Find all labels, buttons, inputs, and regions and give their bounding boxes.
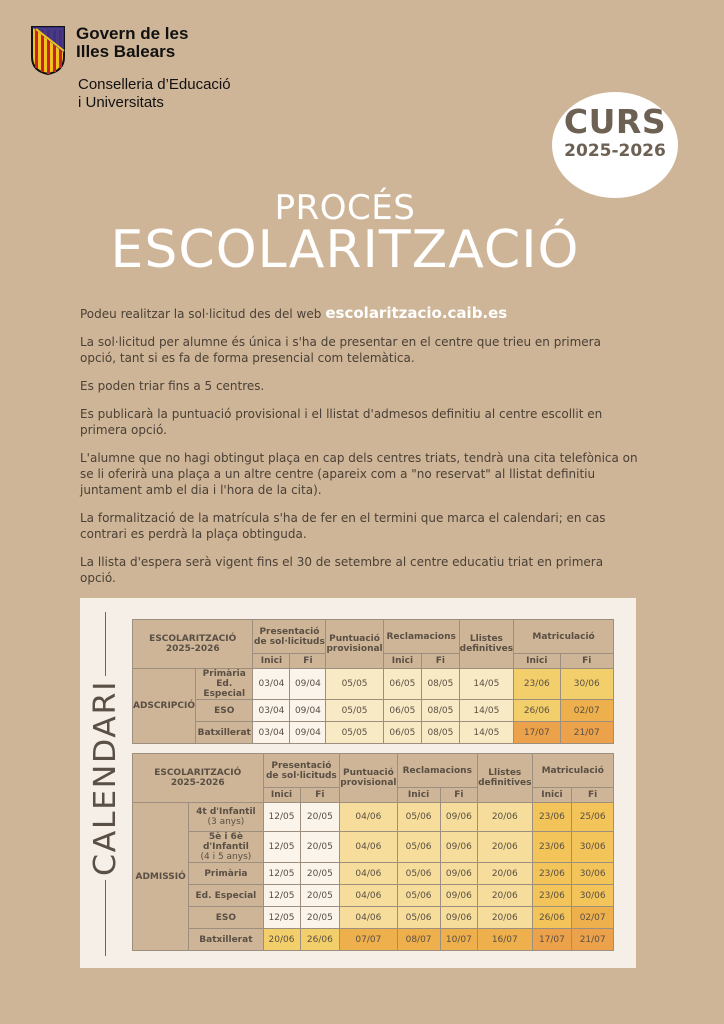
department-name bbox=[78, 76, 231, 112]
cell-mat-fi: 02/07 bbox=[572, 907, 614, 929]
department-line2: i Universitats bbox=[78, 94, 164, 111]
cell-mat-inici: 26/06 bbox=[532, 907, 572, 929]
calendar-label-text: CALENDARI bbox=[88, 690, 123, 876]
puntuacio-header-line2: provisional bbox=[326, 644, 383, 654]
cell-llistes: 20/06 bbox=[478, 863, 532, 885]
llistes-header-line2: definitives bbox=[478, 778, 532, 788]
table-row bbox=[133, 885, 614, 907]
cell-rec-fi: 09/06 bbox=[440, 863, 477, 885]
cell-mat-inici: 23/06 bbox=[532, 832, 572, 863]
row-level-line2: (4 i 5 anys) bbox=[200, 852, 252, 862]
esc-header bbox=[133, 754, 264, 803]
cell-llistes: 16/07 bbox=[478, 929, 532, 951]
header-row bbox=[133, 620, 614, 654]
esc-header-line2: 2025-2026 bbox=[170, 778, 225, 788]
row-level bbox=[196, 669, 253, 700]
cell-pres-fi: 20/05 bbox=[300, 907, 340, 929]
intro-text bbox=[80, 305, 640, 598]
course-badge bbox=[552, 92, 678, 198]
intro-paragraph-web bbox=[80, 305, 640, 322]
cell-mat-inici: 23/06 bbox=[514, 669, 560, 700]
cell-mat-inici: 23/06 bbox=[532, 863, 572, 885]
matriculacio-header: Matriculació bbox=[514, 620, 614, 654]
cell-rec-fi: 10/07 bbox=[440, 929, 477, 951]
course-badge-year: 2025-2026 bbox=[564, 141, 666, 161]
presentacio-header bbox=[263, 754, 340, 788]
cell-puntuacio: 07/07 bbox=[340, 929, 397, 951]
cell-pres-inici: 12/05 bbox=[263, 803, 300, 832]
cell-pres-inici: 20/06 bbox=[263, 929, 300, 951]
adscripcio-table bbox=[132, 619, 614, 744]
presentacio-header-line1: Presentació bbox=[271, 760, 332, 771]
cell-rec-inici: 06/05 bbox=[383, 700, 421, 722]
puntuacio-header-line1: Puntuació bbox=[329, 634, 380, 644]
inici-header: Inici bbox=[532, 788, 572, 803]
cell-rec-inici: 06/05 bbox=[383, 722, 421, 744]
title-line1: PROCÉS bbox=[274, 188, 416, 228]
intro-paragraph: Es poden triar fins a 5 centres. bbox=[80, 379, 265, 393]
department-line1: Conselleria d’Educació bbox=[78, 76, 231, 93]
org-name-line1: Govern de les bbox=[76, 24, 189, 43]
cell-mat-fi: 30/06 bbox=[572, 885, 614, 907]
cell-pres-fi: 20/05 bbox=[300, 832, 340, 863]
fi-header: Fi bbox=[300, 788, 340, 803]
inici-header: Inici bbox=[253, 654, 290, 669]
cell-mat-fi: 02/07 bbox=[560, 700, 614, 722]
cell-rec-fi: 09/06 bbox=[440, 832, 477, 863]
esc-header-line2: 2025-2026 bbox=[165, 644, 220, 654]
table-row bbox=[133, 863, 614, 885]
cell-pres-fi: 09/04 bbox=[290, 700, 326, 722]
cell-llistes: 20/06 bbox=[478, 803, 532, 832]
puntuacio-header bbox=[326, 620, 383, 669]
cell-mat-fi: 21/07 bbox=[572, 929, 614, 951]
cell-pres-inici: 12/05 bbox=[263, 885, 300, 907]
llistes-header-line1: Llistes bbox=[488, 768, 522, 778]
llistes-header-line2: definitives bbox=[459, 644, 514, 654]
cell-pres-fi: 26/06 bbox=[300, 929, 340, 951]
cell-pres-fi: 20/05 bbox=[300, 885, 340, 907]
website-link[interactable]: escolaritzacio.caib.es bbox=[325, 304, 508, 322]
calendar-label bbox=[88, 680, 124, 876]
cell-pres-inici: 12/05 bbox=[263, 832, 300, 863]
cell-pres-inici: 03/04 bbox=[253, 700, 290, 722]
cell-rec-fi: 09/06 bbox=[440, 885, 477, 907]
reclamacions-header: Reclamacions bbox=[397, 754, 478, 788]
cell-rec-fi: 08/05 bbox=[422, 700, 460, 722]
llistes-header bbox=[459, 620, 513, 669]
esc-header bbox=[133, 620, 253, 669]
cell-puntuacio: 05/05 bbox=[326, 700, 383, 722]
row-level-line2: (3 anys) bbox=[207, 817, 245, 827]
inici-header: Inici bbox=[514, 654, 560, 669]
presentacio-header-line2: de sol·licituds bbox=[254, 636, 325, 647]
row-level: Batxillerat bbox=[189, 929, 263, 951]
table-row bbox=[133, 803, 614, 832]
matriculacio-header: Matriculació bbox=[532, 754, 614, 788]
puntuacio-header-line2: provisional bbox=[340, 778, 397, 788]
cell-rec-fi: 08/05 bbox=[422, 669, 460, 700]
calendar-divider-top bbox=[105, 612, 106, 676]
inici-header: Inici bbox=[263, 788, 300, 803]
adscripcio-category: ADSCRIPCIÓ bbox=[133, 669, 196, 744]
title-line2: ESCOLARITZACIÓ bbox=[110, 220, 580, 280]
cell-llistes: 14/05 bbox=[459, 722, 513, 744]
llistes-header-line1: Llistes bbox=[469, 634, 503, 644]
cell-pres-fi: 09/04 bbox=[290, 722, 326, 744]
fi-header: Fi bbox=[290, 654, 326, 669]
cell-rec-fi: 09/06 bbox=[440, 907, 477, 929]
table-row bbox=[133, 929, 614, 951]
cell-llistes: 14/05 bbox=[459, 700, 513, 722]
intro-web-text: Podeu realitzar la sol·licitud des del web bbox=[80, 307, 322, 321]
balearic-coat-of-arms-icon bbox=[30, 25, 66, 75]
cell-rec-inici: 08/07 bbox=[397, 929, 440, 951]
cell-llistes: 20/06 bbox=[478, 885, 532, 907]
row-level: Ed. Especial bbox=[189, 885, 263, 907]
table-row bbox=[133, 832, 614, 863]
llistes-header bbox=[478, 754, 532, 803]
cell-rec-inici: 05/06 bbox=[397, 863, 440, 885]
intro-paragraph: Es publicarà la puntuació provisional i el llistat d'admesos definitiu al centre escollit en primera opció. bbox=[80, 407, 603, 437]
cell-llistes: 14/05 bbox=[459, 669, 513, 700]
cell-llistes: 20/06 bbox=[478, 907, 532, 929]
intro-paragraph: L'alumne que no hagi obtingut plaça en cap dels centres triats, tendrà una cita telefònica on se li oferirà una plaça a un altre centre (apareix com a "no reservat" al llistat definitiu juntament amb el dia i l'hora de la cita). bbox=[80, 451, 638, 497]
cell-rec-inici: 05/06 bbox=[397, 832, 440, 863]
table-row bbox=[133, 907, 614, 929]
puntuacio-header bbox=[340, 754, 397, 803]
cell-puntuacio: 05/05 bbox=[326, 722, 383, 744]
fi-header: Fi bbox=[422, 654, 460, 669]
admissio-category: ADMISSIÓ bbox=[133, 803, 189, 951]
cell-pres-fi: 09/04 bbox=[290, 669, 326, 700]
intro-paragraph: La sol·licitud per alumne és única i s'ha de presentar en el centre que trieu en primera opció, tant si es fa de forma presencial com telemàtica. bbox=[80, 335, 601, 365]
presentacio-header bbox=[253, 620, 326, 654]
table-row bbox=[133, 722, 614, 744]
cell-mat-inici: 17/07 bbox=[532, 929, 572, 951]
fi-header: Fi bbox=[572, 788, 614, 803]
cell-mat-fi: 30/06 bbox=[572, 832, 614, 863]
table-row bbox=[133, 669, 614, 700]
presentacio-header-line2: de sol·licituds bbox=[265, 770, 337, 781]
cell-puntuacio: 04/06 bbox=[340, 907, 397, 929]
row-level: Batxillerat bbox=[196, 722, 253, 744]
government-logo bbox=[30, 25, 188, 75]
cell-mat-inici: 26/06 bbox=[514, 700, 560, 722]
cell-rec-inici: 06/05 bbox=[383, 669, 421, 700]
cell-mat-fi: 30/06 bbox=[572, 863, 614, 885]
header-row bbox=[133, 754, 614, 788]
cell-rec-inici: 05/06 bbox=[397, 907, 440, 929]
cell-mat-inici: 17/07 bbox=[514, 722, 560, 744]
cell-llistes: 20/06 bbox=[478, 832, 532, 863]
row-level bbox=[189, 803, 263, 832]
fi-header: Fi bbox=[440, 788, 477, 803]
admissio-table bbox=[132, 753, 614, 951]
cell-pres-fi: 20/05 bbox=[300, 803, 340, 832]
cell-rec-inici: 05/06 bbox=[397, 803, 440, 832]
intro-paragraph: La llista d'espera serà vigent fins el 30 de setembre al centre educatiu triat en primera opció. bbox=[80, 555, 604, 585]
cell-puntuacio: 04/06 bbox=[340, 885, 397, 907]
course-badge-word: CURS bbox=[563, 102, 667, 141]
inici-header: Inici bbox=[397, 788, 440, 803]
esc-header-line1: ESCOLARITZACIÓ bbox=[149, 634, 237, 644]
row-level: ESO bbox=[189, 907, 263, 929]
cell-pres-fi: 20/05 bbox=[300, 863, 340, 885]
cell-rec-fi: 09/06 bbox=[440, 803, 477, 832]
row-level-line1: 4t d'Infantil bbox=[196, 807, 256, 817]
org-name-line2: Illes Balears bbox=[76, 42, 176, 62]
reclamacions-header: Reclamacions bbox=[383, 620, 459, 654]
cell-rec-fi: 08/05 bbox=[422, 722, 460, 744]
cell-mat-fi: 25/06 bbox=[572, 803, 614, 832]
cell-puntuacio: 04/06 bbox=[340, 832, 397, 863]
cell-puntuacio: 04/06 bbox=[340, 803, 397, 832]
cell-mat-inici: 23/06 bbox=[532, 885, 572, 907]
cell-pres-inici: 03/04 bbox=[253, 722, 290, 744]
cell-pres-inici: 12/05 bbox=[263, 907, 300, 929]
cell-pres-inici: 03/04 bbox=[253, 669, 290, 700]
cell-mat-fi: 21/07 bbox=[560, 722, 614, 744]
calendar-divider-bottom bbox=[105, 880, 106, 956]
row-level: ESO bbox=[196, 700, 253, 722]
esc-header-line1: ESCOLARITZACIÓ bbox=[154, 768, 242, 778]
cell-mat-inici: 23/06 bbox=[532, 803, 572, 832]
cell-puntuacio: 05/05 bbox=[326, 669, 383, 700]
table-row bbox=[133, 700, 614, 722]
row-level bbox=[189, 832, 263, 863]
inici-header: Inici bbox=[383, 654, 421, 669]
fi-header: Fi bbox=[560, 654, 614, 669]
row-level-line1: 5è i 6è d'Infantil bbox=[202, 832, 249, 852]
row-level-line2: Ed. Especial bbox=[203, 679, 246, 699]
cell-mat-fi: 30/06 bbox=[560, 669, 614, 700]
presentacio-header-line1: Presentació bbox=[259, 626, 320, 637]
cell-rec-inici: 05/06 bbox=[397, 885, 440, 907]
intro-paragraph: La formalització de la matrícula s'ha de fer en el termini que marca el calendari; en cas contrari es perdrà la plaça obtinguda. bbox=[80, 511, 606, 541]
puntuacio-header-line1: Puntuació bbox=[342, 768, 394, 778]
cell-puntuacio: 04/06 bbox=[340, 863, 397, 885]
row-level-line1: Primària bbox=[202, 669, 246, 679]
row-level: Primària bbox=[189, 863, 263, 885]
cell-pres-inici: 12/05 bbox=[263, 863, 300, 885]
